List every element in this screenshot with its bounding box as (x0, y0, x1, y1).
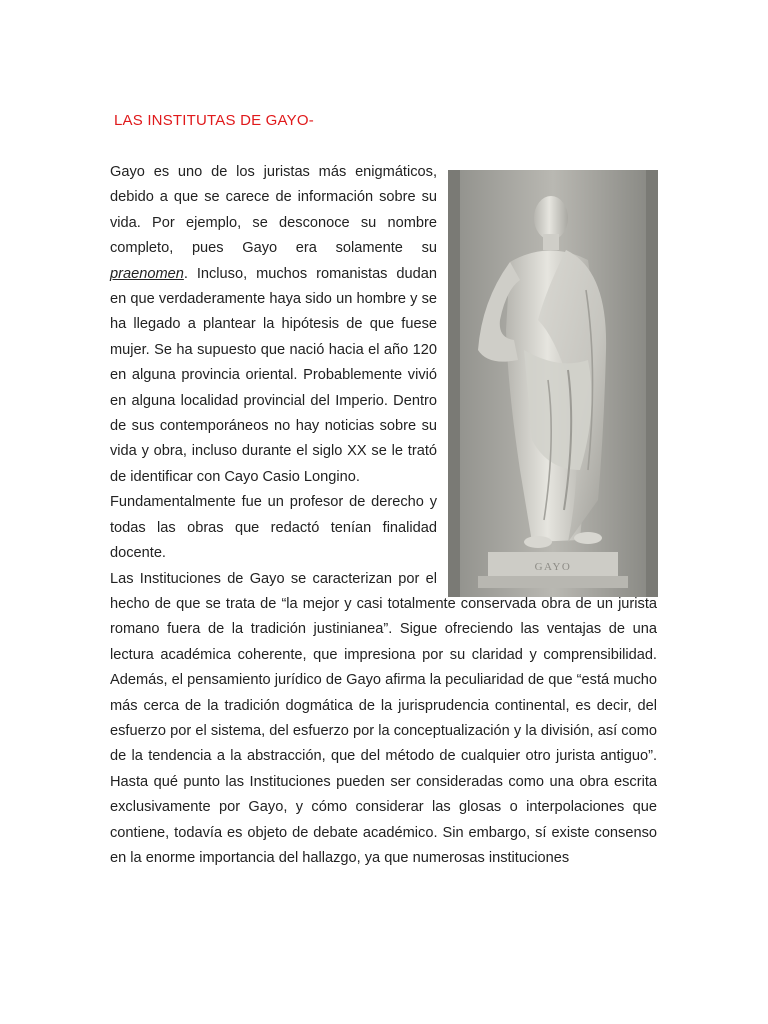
praenomen-term: praenomen (110, 265, 184, 282)
paragraph-2: Fundamentalmente fue un profesor de derecho y todas las obras que redactó tenían finalidad docente. (110, 494, 437, 562)
paragraph-1-intro: Gayo es uno de los juristas más enigmáticos, debido a que se carece de información sobre su vida. Por ejemplo, se desconoce su nombre completo, pues Gayo era solamente su (110, 164, 437, 257)
paragraph-1-rest: . Incluso, muchos romanistas dudan en que verdaderamente haya sido un hombre y se ha llegado a plantear la hipótesis de que fuese mujer. Se ha supuesto que nació hacia el año 120 en alguna provincia oriental. Probablemente vivió en alguna localidad provincial del Imperio. Dentro de sus contemporáneos no hay noticias sobre su vida y obra, incluso durante el siglo XX se le trató de identificar con Cayo Casio Longino. (110, 265, 437, 485)
pedestal-inscription: GAYO (534, 561, 572, 573)
paragraph-3: Las Instituciones de Gayo se caracterizan por el hecho de que se trata de “la mejor y casi totalmente conservada obra de un jurista romano fuera de la tradición justinianea”. Sigue ofreciendo las ventajas de una lectura académica coherente, que impresiona por su claridad y comprensibilidad. Además, el pensamiento jurídico de Gayo afirma la peculiaridad de que “está mucho más cerca de la tradición dogmática de la jurisprudencia continental, es decir, del esfuerzo por el sistema, del esfuerzo por la conceptualización y la división, así como de la tendencia a la abstracción, que del método de cualquier otro jurista antiguo”. Hasta qué punto las Instituciones pueden ser consideradas como una obra escrita exclusivamente por Gayo, y cómo considerar las glosas o interpolaciones que contiene, todavía es objeto de debate académico. Sin embargo, sí existe consenso en la enorme importancia del hallazgo, ya que numerosas instituciones (110, 570, 657, 866)
document-title: LAS INSTITUTAS DE GAYO- (114, 112, 314, 129)
document-body (110, 160, 657, 871)
